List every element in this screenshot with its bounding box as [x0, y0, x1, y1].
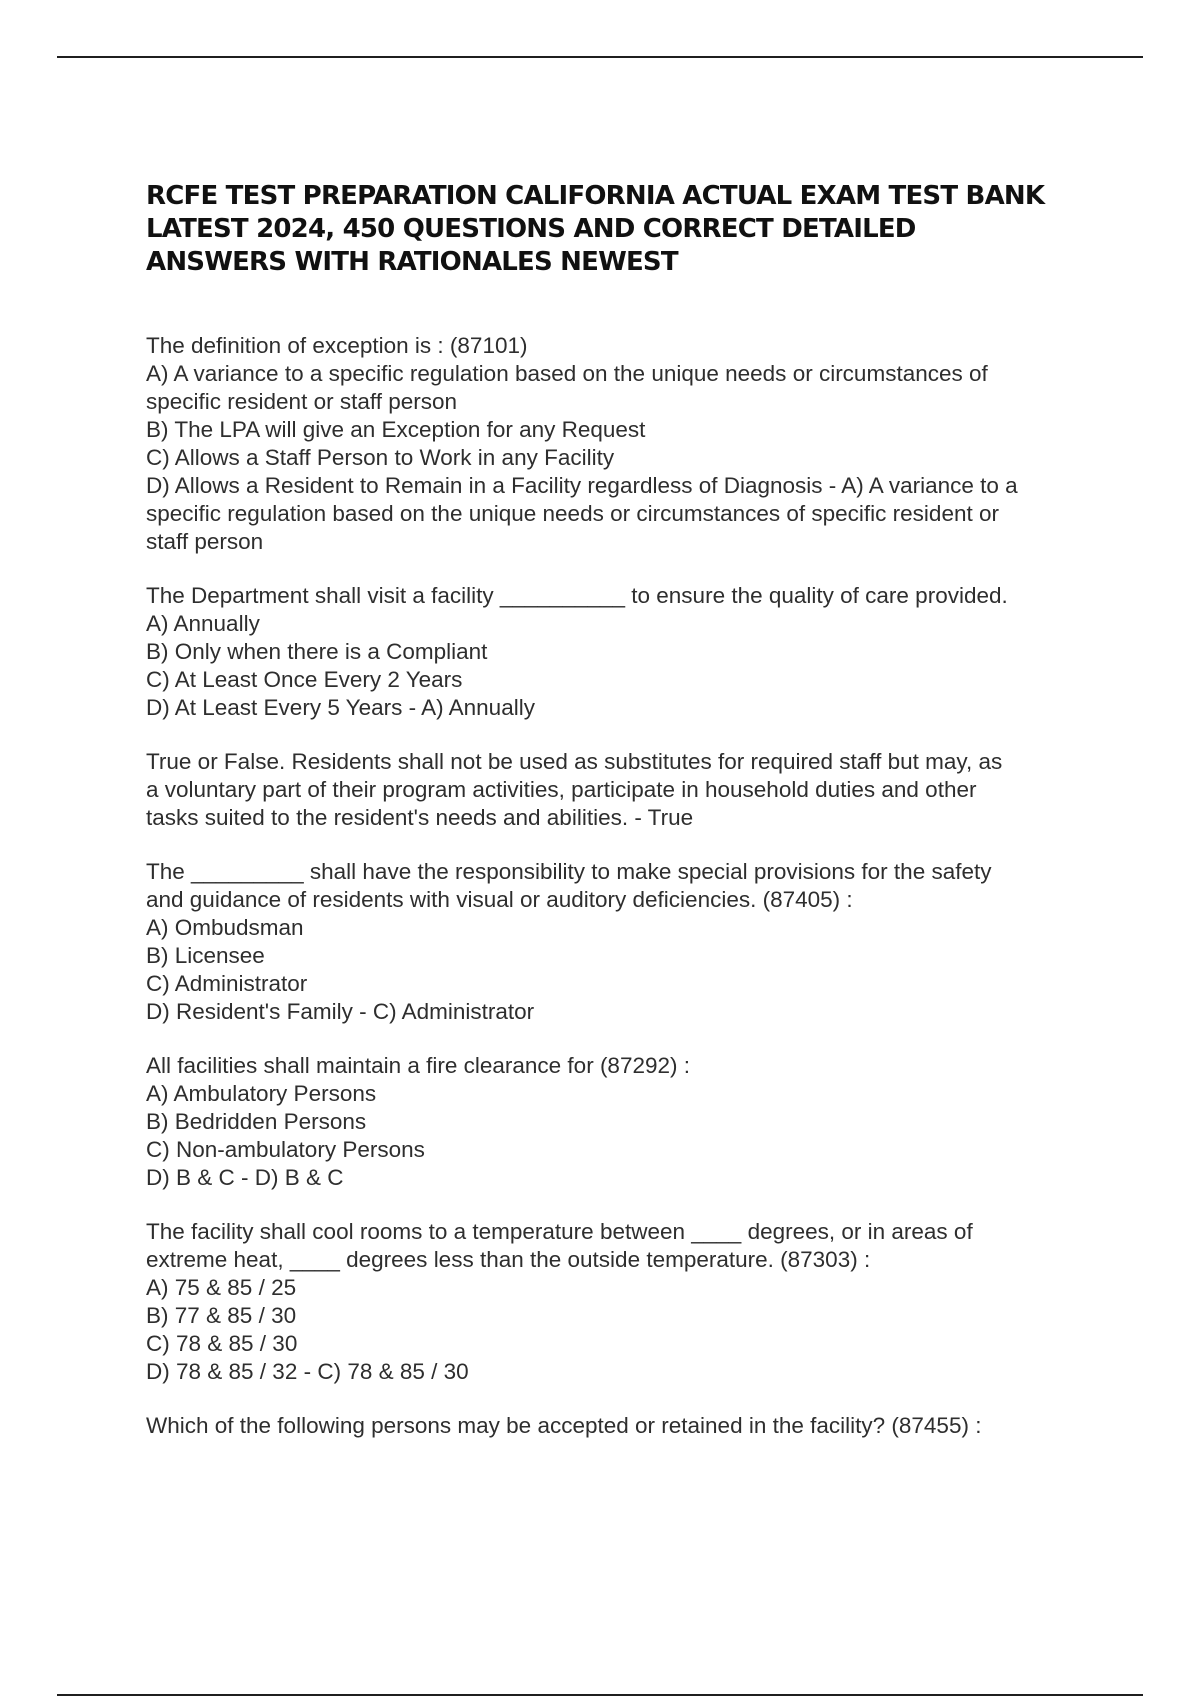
answer-option: C) Non-ambulatory Persons [146, 1137, 425, 1162]
question-text: True or False. Residents shall not be used as substitutes for required staff but may, as [146, 749, 1003, 774]
answer-option: D) B & C - D) B & C [146, 1165, 344, 1190]
document-title [146, 180, 1106, 279]
answer-option: C) Administrator [146, 971, 308, 996]
header-rule [57, 56, 1143, 58]
question-block [146, 332, 1106, 556]
question-text: extreme heat, ____ degrees less than the outside temperature. (87303) : [146, 1247, 871, 1272]
answer-option: B) 77 & 85 / 30 [146, 1303, 297, 1328]
answer-option: D) At Least Every 5 Years - A) Annually [146, 695, 535, 720]
answer-option: B) Bedridden Persons [146, 1109, 367, 1134]
answer-option: staff person [146, 529, 264, 554]
question-block [146, 858, 1106, 1026]
answer-option: B) Licensee [146, 943, 265, 968]
answer-option: specific regulation based on the unique needs or circumstances of specific resident or [146, 501, 999, 526]
answer-option: B) Only when there is a Compliant [146, 639, 488, 664]
question-text: The definition of exception is : (87101) [146, 333, 528, 358]
title-line: ANSWERS WITH RATIONALES NEWEST [146, 247, 678, 277]
question-text: tasks suited to the resident's needs and abilities. - True [146, 805, 694, 830]
question-text: Which of the following persons may be accepted or retained in the facility? (87455) : [146, 1413, 982, 1438]
title-line: LATEST 2024, 450 QUESTIONS AND CORRECT DETAILED [146, 214, 916, 244]
answer-option: D) Resident's Family - C) Administrator [146, 999, 535, 1024]
answer-option: specific resident or staff person [146, 389, 457, 414]
answer-option: A) Ambulatory Persons [146, 1081, 377, 1106]
answer-option: A) 75 & 85 / 25 [146, 1275, 297, 1300]
answer-option: D) Allows a Resident to Remain in a Facility regardless of Diagnosis - A) A variance to a [146, 473, 1018, 498]
question-block [146, 582, 1106, 722]
answer-option: B) The LPA will give an Exception for any Request [146, 417, 646, 442]
answer-option: D) 78 & 85 / 32 - C) 78 & 85 / 30 [146, 1359, 469, 1384]
question-list [146, 332, 1106, 1466]
question-block [146, 1052, 1106, 1192]
answer-option: C) At Least Once Every 2 Years [146, 667, 463, 692]
title-line: RCFE TEST PREPARATION CALIFORNIA ACTUAL EXAM TEST BANK [146, 181, 1045, 211]
footer-rule [57, 1694, 1143, 1696]
question-text: and guidance of residents with visual or auditory deficiencies. (87405) : [146, 887, 853, 912]
answer-option: A) Annually [146, 611, 260, 636]
question-block [146, 748, 1106, 832]
question-text: a voluntary part of their program activities, participate in household duties and other [146, 777, 977, 802]
answer-option: C) 78 & 85 / 30 [146, 1331, 298, 1356]
question-block [146, 1412, 1106, 1440]
question-text: The facility shall cool rooms to a temperature between ____ degrees, or in areas of [146, 1219, 973, 1244]
question-text: All facilities shall maintain a fire clearance for (87292) : [146, 1053, 690, 1078]
answer-option: A) A variance to a specific regulation based on the unique needs or circumstances of [146, 361, 988, 386]
question-block [146, 1218, 1106, 1386]
question-text: The Department shall visit a facility __________ to ensure the quality of care provided. [146, 583, 1008, 608]
question-text: The _________ shall have the responsibility to make special provisions for the safety [146, 859, 992, 884]
answer-option: C) Allows a Staff Person to Work in any Facility [146, 445, 615, 470]
answer-option: A) Ombudsman [146, 915, 304, 940]
